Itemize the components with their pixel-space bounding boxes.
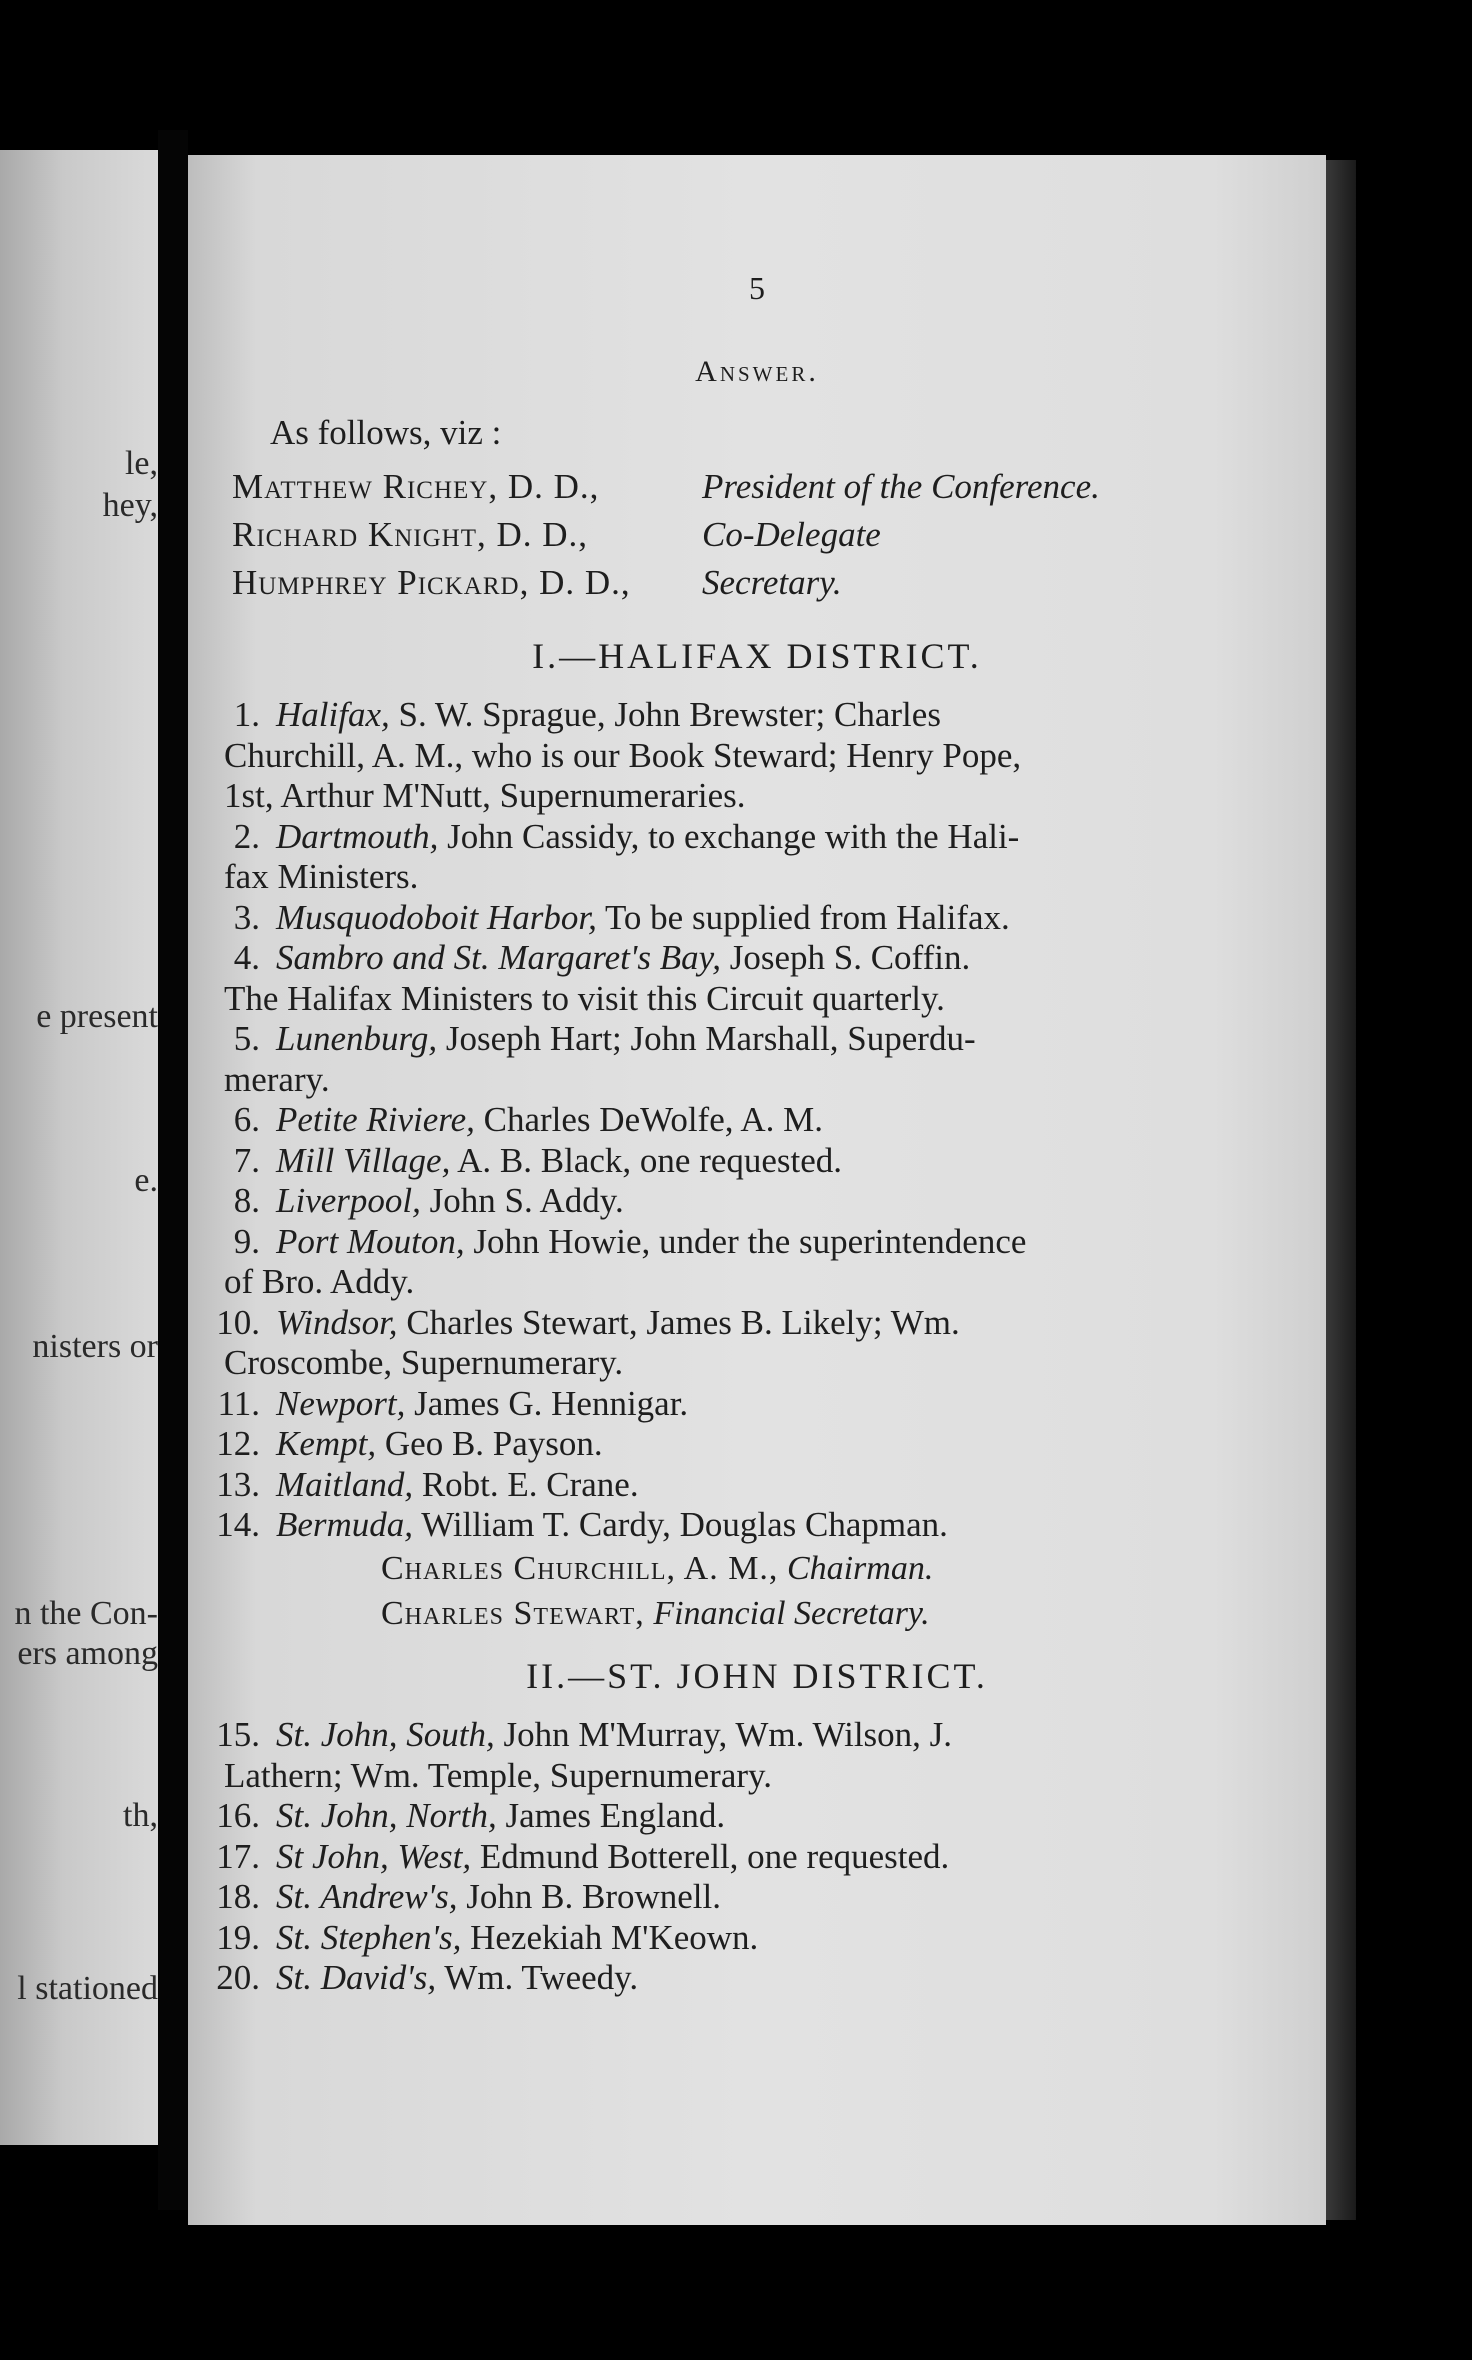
ministers-text: Edmund Botterell, one requested. (479, 1836, 950, 1876)
entry-number: 19. (216, 1917, 260, 1957)
entry-row (194, 1384, 688, 1424)
entry-number: 17. (216, 1836, 260, 1876)
entry-continuation: Croscombe, Supernumerary. (224, 1343, 624, 1382)
entry-number: 2. (233, 816, 260, 856)
ministers-text: S. W. Sprague, John Brewster; Charles (398, 695, 941, 734)
entry-row (194, 1505, 948, 1545)
entry-number: 16. (216, 1796, 260, 1835)
entry-row (194, 1796, 725, 1836)
entry-row (194, 1715, 952, 1755)
officer-row (232, 515, 881, 555)
facing-text: e present (36, 998, 158, 1035)
entry-row (194, 1100, 823, 1140)
entry-continuation: merary. (224, 1059, 330, 1099)
circuit-name: St. Andrew's, (276, 1877, 458, 1916)
entry-continuation: fax Ministers. (224, 857, 419, 896)
chairman-role: Chairman. (786, 1550, 934, 1587)
circuit-name: St. John, South, (276, 1715, 495, 1754)
book-gutter (158, 130, 188, 2210)
district-heading: II.—ST. JOHN DISTRICT. (526, 1656, 988, 1696)
circuit-name: Bermuda, (276, 1505, 414, 1544)
circuit-name: Petite Riviere, (276, 1100, 475, 1139)
entry-number: 13. (216, 1464, 260, 1504)
ministers-text: John S. Addy. (429, 1181, 624, 1220)
page-number: 5 (749, 270, 765, 306)
circuit-name: Halifax, (276, 695, 390, 734)
officer-role: Co-Delegate (702, 515, 881, 554)
entry-row (194, 1837, 949, 1877)
entry-row (194, 695, 941, 735)
ministers-text: James England. (505, 1796, 726, 1835)
entry-row (194, 1019, 976, 1059)
circuit-name: Mill Village, (276, 1140, 451, 1180)
officer-name: Richard Knight, D. D., (232, 515, 589, 554)
facing-text: ers among (17, 1635, 158, 1672)
ministers-text: John Cassidy, to exchange with the Hali- (447, 816, 1020, 856)
circuit-name: Liverpool, (276, 1181, 421, 1220)
officer-role: Secretary. (702, 563, 842, 602)
book-page (188, 155, 1326, 2225)
circuit-name: St. Stephen's, (276, 1917, 462, 1957)
officer-name: Matthew Richey, D. D., (232, 467, 600, 506)
officer-row (232, 467, 1100, 507)
entry-number: 15. (216, 1715, 260, 1754)
ministers-text: John B. Brownell. (466, 1877, 722, 1916)
facing-text: e. (134, 1162, 158, 1199)
circuit-name: Kempt, (276, 1424, 377, 1463)
ministers-text: Hezekiah M'Keown. (470, 1917, 759, 1957)
entry-continuation: Lathern; Wm. Temple, Supernumerary. (224, 1755, 772, 1795)
facing-text: nisters or (32, 1328, 158, 1365)
entry-row (194, 1465, 639, 1505)
circuit-name: Sambro and St. Margaret's Bay, (276, 938, 721, 977)
financial-secretary-line (381, 1595, 930, 1633)
entry-number: 6. (233, 1100, 260, 1139)
district-heading: I.—HALIFAX DISTRICT. (532, 636, 982, 676)
entry-row (194, 1918, 758, 1958)
circuit-name: Musquodoboit Harbor, (276, 897, 597, 937)
ministers-text: James G. Hennigar. (414, 1383, 689, 1423)
entry-row (194, 1222, 1026, 1262)
secretary-name: Charles Stewart, (381, 1595, 645, 1632)
entry-row (194, 1424, 603, 1464)
entry-continuation: of Bro. Addy. (224, 1262, 415, 1301)
entry-continuation: Churchill, A. M., who is our Book Steward; Henry Pope, (224, 735, 1022, 775)
ministers-text: Wm. Tweedy. (444, 1958, 639, 1997)
secretary-role: Financial Secretary. (653, 1595, 930, 1632)
ministers-text: Joseph Hart; John Marshall, Superdu- (445, 1019, 976, 1058)
ministers-text: William T. Cardy, Douglas Chapman. (421, 1505, 948, 1544)
circuit-name: Port Mouton, (276, 1221, 465, 1261)
circuit-name: Newport, (276, 1383, 406, 1423)
facing-text: hey, (102, 487, 158, 524)
officer-row (232, 563, 842, 603)
entry-row (194, 898, 1010, 938)
entry-row (194, 1181, 624, 1221)
entry-row (194, 817, 1019, 857)
ministers-text: Charles DeWolfe, A. M. (483, 1100, 823, 1139)
entry-number: 14. (216, 1505, 260, 1544)
circuit-name: Lunenburg, (276, 1019, 438, 1058)
entry-number: 3. (233, 897, 260, 937)
answer-heading: Answer. (695, 355, 819, 388)
facing-text: l stationed (17, 1970, 158, 2007)
ministers-text: To be supplied from Halifax. (605, 897, 1010, 937)
ministers-text: John M'Murray, Wm. Wilson, J. (503, 1715, 953, 1754)
ministers-text: Robt. E. Crane. (421, 1464, 639, 1504)
entry-number: 9. (233, 1221, 260, 1261)
page-edge (1326, 160, 1356, 2220)
officer-role: President of the Conference. (702, 467, 1100, 506)
entry-number: 7. (233, 1140, 260, 1180)
entry-row (194, 1303, 960, 1343)
entry-number: 18. (216, 1877, 260, 1916)
circuit-name: St. John, North, (276, 1796, 497, 1835)
entry-number: 1. (233, 695, 260, 734)
entry-continuation: 1st, Arthur M'Nutt, Supernumeraries. (224, 776, 746, 815)
circuit-name: St John, West, (276, 1836, 472, 1876)
entry-continuation: The Halifax Ministers to visit this Circuit quarterly. (224, 978, 945, 1018)
facing-page-fragment (0, 150, 158, 2145)
officer-name: Humphrey Pickard, D. D., (232, 563, 631, 602)
ministers-text: John Howie, under the superintendence (473, 1221, 1027, 1261)
entry-number: 8. (233, 1181, 260, 1220)
entry-number: 5. (233, 1019, 260, 1058)
chairman-line (381, 1550, 933, 1588)
entry-row (194, 938, 970, 978)
entry-row (194, 1958, 638, 1998)
circuit-name: Maitland, (276, 1464, 414, 1504)
circuit-name: Windsor, (276, 1302, 398, 1342)
ministers-text: A. B. Black, one requested. (457, 1140, 843, 1180)
ministers-text: Joseph S. Coffin. (729, 938, 971, 977)
circuit-name: St. David's, (276, 1958, 437, 1997)
ministers-text: Charles Stewart, James B. Likely; Wm. (406, 1302, 960, 1342)
chairman-name: Charles Churchill, A. M., (381, 1550, 779, 1587)
entry-row (194, 1877, 721, 1917)
entry-number: 4. (233, 938, 260, 977)
entry-row (194, 1141, 842, 1181)
intro-text: As follows, viz : (270, 413, 502, 452)
entry-number: 11. (217, 1383, 260, 1423)
ministers-text: Geo B. Payson. (384, 1424, 603, 1463)
facing-text: n the Con- (14, 1595, 158, 1632)
entry-number: 20. (216, 1958, 260, 1997)
entry-number: 12. (216, 1424, 260, 1463)
circuit-name: Dartmouth, (276, 816, 439, 856)
facing-text: th, (123, 1797, 158, 1834)
facing-text: le, (124, 445, 158, 482)
entry-number: 10. (216, 1302, 260, 1342)
